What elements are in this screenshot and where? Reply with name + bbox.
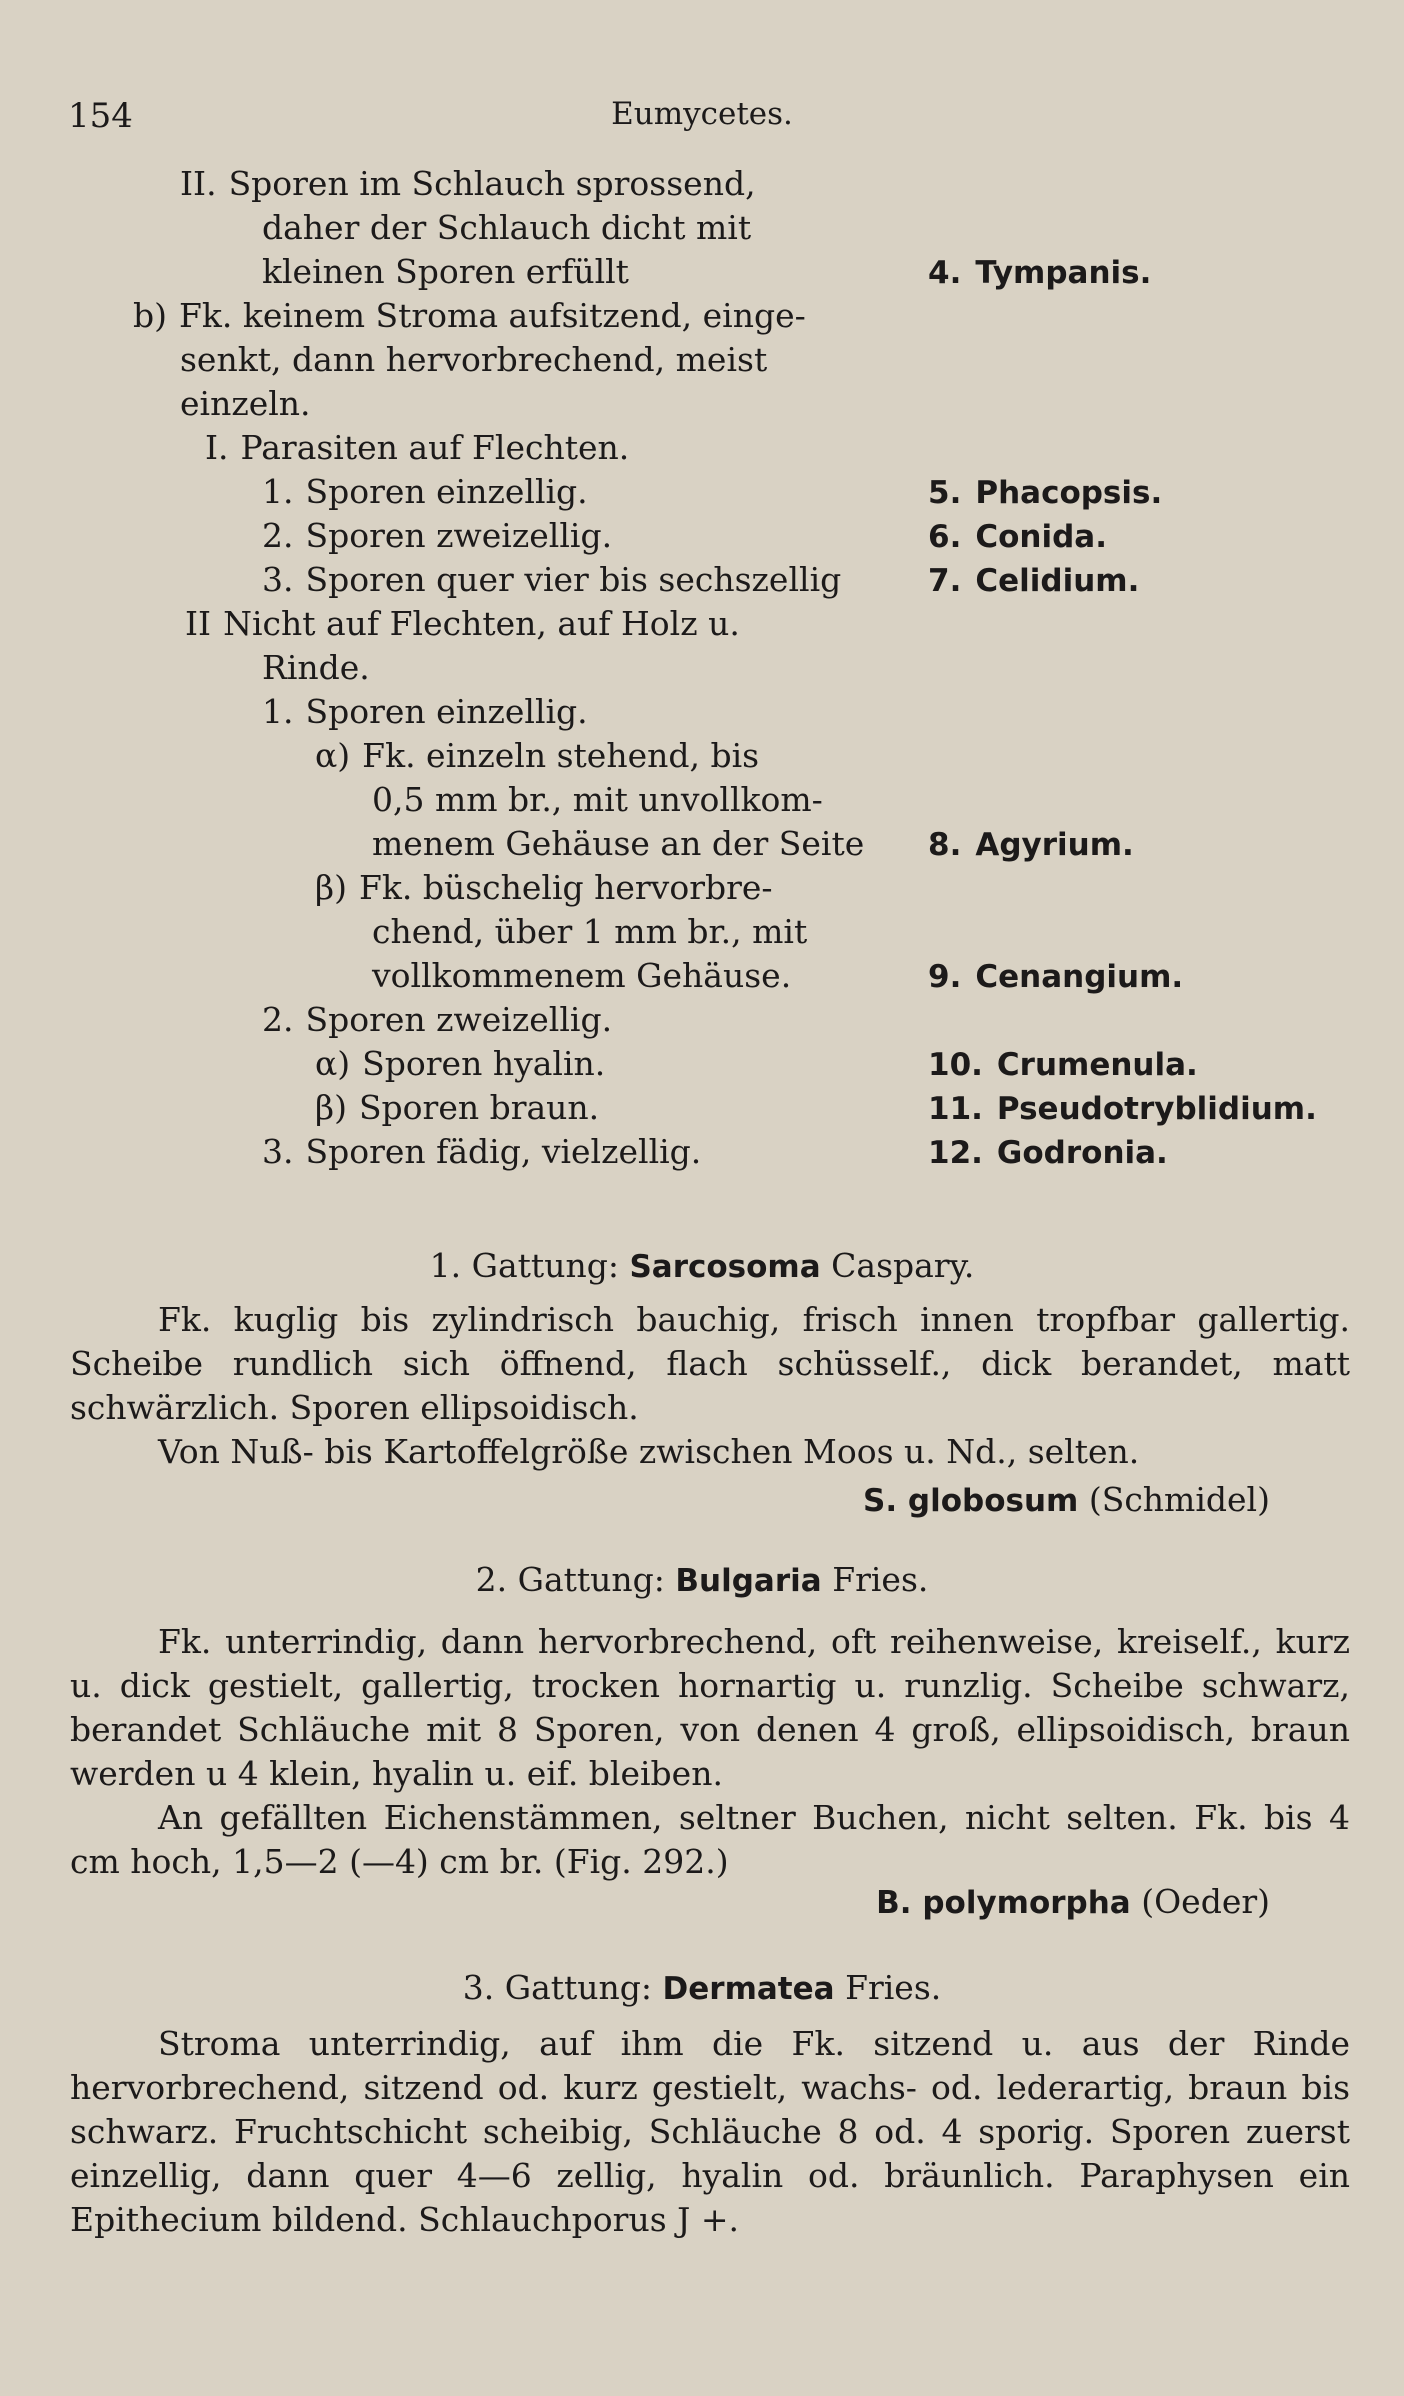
key-number: 3. [262, 560, 294, 599]
key-text: Fk. keinem Stroma aufsitzend, einge- [179, 296, 806, 335]
key-number: II. [180, 164, 217, 203]
key-line [315, 1086, 599, 1130]
habitat-paragraph: Von Nuß- bis Kartoffelgröße zwischen Moos u. Nd., selten. [158, 1432, 1140, 1471]
key-number: b) [133, 296, 167, 335]
genus-label: Tympanis. [975, 255, 1152, 291]
genus-author: Fries. [832, 1560, 929, 1599]
key-number: 2. [262, 516, 294, 555]
genus-label: Phacopsis. [975, 475, 1163, 511]
key-genus [928, 514, 1107, 560]
key-number: 3. [262, 1132, 294, 1171]
key-number: β) [315, 868, 347, 907]
key-number: α) [315, 1044, 351, 1083]
key-line [262, 206, 751, 250]
key-genus [928, 1042, 1198, 1088]
key-number: II [185, 604, 212, 643]
key-text: Sporen zweizellig. [305, 516, 613, 555]
genus-number: 4. [928, 255, 962, 291]
genus-number: 5. [928, 475, 962, 511]
key-line [262, 558, 841, 602]
key-genus [928, 954, 1183, 1000]
key-number: 2. [262, 1000, 294, 1039]
key-text: Sporen zweizellig. [305, 1000, 613, 1039]
key-line [372, 954, 791, 998]
key-text: vollkommenem Gehäuse. [372, 956, 792, 995]
key-genus [928, 1130, 1168, 1176]
genus-label: Cenangium. [975, 959, 1184, 995]
key-number: α) [315, 736, 351, 775]
key-text: einzeln. [180, 384, 311, 423]
genus-number: 10. [928, 1047, 983, 1083]
key-number: 1. [262, 692, 294, 731]
key-text: Sporen einzellig. [305, 692, 588, 731]
genus-author: Caspary. [831, 1246, 975, 1285]
key-line [315, 734, 759, 778]
key-number: I. [205, 428, 229, 467]
key-line [262, 470, 588, 514]
key-genus [928, 250, 1151, 296]
key-line [133, 294, 806, 338]
section-description [70, 1620, 1350, 1884]
key-line [180, 382, 311, 426]
key-line [262, 1130, 701, 1174]
genus-name: Bulgaria [675, 1563, 822, 1599]
habitat-paragraph: An gefällten Eichenstämmen, seltner Buchen, nicht selten. Fk. bis 4 cm hoch, 1,5—2 (—4) cm br. (Fig. 292.) [70, 1798, 1350, 1881]
key-text: menem Gehäuse an der Seite [372, 824, 865, 863]
genus-number: 6. [928, 519, 962, 555]
species-line [863, 1478, 1270, 1524]
key-text: senkt, dann hervorbrechend, meist [180, 340, 768, 379]
key-line [315, 866, 773, 910]
key-line [262, 646, 370, 690]
species-name: S. globosum [863, 1483, 1079, 1519]
key-text: Parasiten auf Flechten. [240, 428, 630, 467]
key-text: Sporen quer vier bis sechszellig [305, 560, 842, 599]
genus-label: Conida. [975, 519, 1107, 555]
key-text: Sporen einzellig. [305, 472, 588, 511]
genus-number: 11. [928, 1091, 983, 1127]
heading-prefix: 2. Gattung: [475, 1560, 665, 1599]
key-text: Fk. büschelig hervorbre- [358, 868, 773, 907]
key-text: Sporen fädig, vielzellig. [305, 1132, 702, 1171]
key-text: daher der Schlauch dicht mit [262, 208, 752, 247]
genus-label: Pseudotryblidium. [996, 1091, 1317, 1127]
genus-number: 7. [928, 563, 962, 599]
key-number: 1. [262, 472, 294, 511]
key-genus [928, 822, 1134, 868]
section-description [70, 2022, 1350, 2242]
key-text: Nicht auf Flechten, auf Holz u. [223, 604, 740, 643]
genus-label: Agyrium. [975, 827, 1134, 863]
genus-number: 8. [928, 827, 962, 863]
key-line [180, 338, 767, 382]
key-line [262, 250, 629, 294]
key-line [185, 602, 740, 646]
key-line [372, 778, 823, 822]
genus-label: Celidium. [975, 563, 1140, 599]
section-description [70, 1298, 1350, 1474]
genus-name: Sarcosoma [629, 1249, 821, 1285]
genus-label: Godronia. [996, 1135, 1168, 1171]
key-text: kleinen Sporen erfüllt [262, 252, 629, 291]
species-author: (Schmidel) [1088, 1480, 1270, 1519]
key-text: Rinde. [262, 648, 370, 687]
key-genus [928, 470, 1162, 516]
key-line [262, 998, 612, 1042]
section-heading [0, 1558, 1404, 1604]
description-paragraph: Stroma unterrindig, auf ihm die Fk. sitzend u. aus der Rinde hervorbrechend, sitzend od. kurz gestielt, wachs- od. lederartig, braun bis schwarz. Fruchtschicht scheibig, Schläuche 8 od. 4 sporig. Sporen zuerst einzellig, dann quer 4—6 zellig, hyalin od. bräunlich. Paraphysen ein Epithecium bildend. Schlauchporus J +. [70, 2024, 1350, 2239]
heading-prefix: 1. Gattung: [429, 1246, 619, 1285]
description-paragraph: Fk. kuglig bis zylindrisch bauchig, frisch innen tropfbar gallertig. Scheibe rundlich sich öffnend, flach schüsself., dick berandet, matt schwärzlich. Sporen ellipsoidisch. [70, 1300, 1350, 1427]
species-name: B. polymorpha [876, 1885, 1131, 1921]
key-line [315, 1042, 605, 1086]
key-text: Sporen hyalin. [362, 1044, 606, 1083]
key-genus [928, 558, 1139, 604]
species-line [876, 1880, 1270, 1926]
key-line [372, 822, 864, 866]
species-author: (Oeder) [1141, 1882, 1270, 1921]
section-heading [0, 1966, 1404, 2012]
genus-label: Crumenula. [996, 1047, 1198, 1083]
key-line [205, 426, 629, 470]
genus-name: Dermatea [662, 1971, 835, 2007]
key-line [262, 514, 612, 558]
key-text: Sporen braun. [358, 1088, 600, 1127]
heading-prefix: 3. Gattung: [462, 1968, 653, 2007]
key-line [262, 690, 588, 734]
key-text: 0,5 mm br., mit unvollkom- [372, 780, 823, 819]
key-text: chend, über 1 mm br., mit [372, 912, 808, 951]
key-text: Sporen im Schlauch sprossend, [228, 164, 756, 203]
key-line [180, 162, 756, 206]
page-number: 154 [68, 96, 133, 136]
key-line [372, 910, 807, 954]
genus-number: 9. [928, 959, 962, 995]
genus-author: Fries. [845, 1968, 942, 2007]
genus-number: 12. [928, 1135, 983, 1171]
key-number: β) [315, 1088, 347, 1127]
section-heading [0, 1244, 1404, 1290]
description-paragraph: Fk. unterrindig, dann hervorbrechend, oft reihenweise, kreiself., kurz u. dick gestielt, gallertig, trocken hornartig u. runzlig. Scheibe schwarz, berandet Schläuche mit 8 Sporen, von denen 4 groß, ellipsoidisch, braun werden u 4 klein, hyalin u. eif. bleiben. [70, 1622, 1350, 1793]
key-genus [928, 1086, 1317, 1132]
key-text: Fk. einzeln stehend, bis [362, 736, 760, 775]
running-title: Eumycetes. [611, 96, 793, 132]
